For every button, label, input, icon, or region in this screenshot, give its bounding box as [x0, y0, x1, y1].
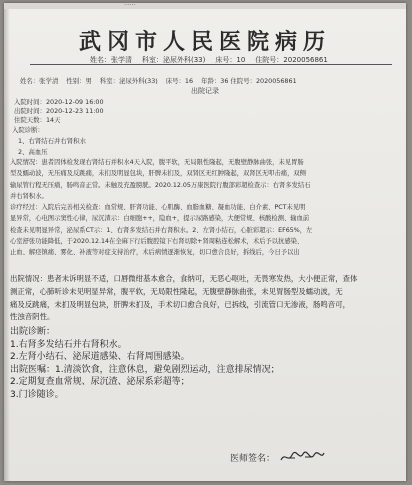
handwritten-signature: [279, 449, 325, 465]
discharge-status: [10, 273, 402, 324]
sub-age-id: 年龄：36 住院号：2020056861: [201, 77, 297, 85]
body-line: 显异常，心电图示窦性心律，尿沉渣示：白细胞++，隐血+，提示尿路感染，大便常规、核酸检测、输血前: [10, 215, 310, 223]
discharge-line: 性浊音阴性。: [10, 312, 55, 322]
hospital-days: 住院天数：14天: [14, 116, 61, 124]
sub-dept: 科室：泌尿外科(33): [99, 77, 158, 85]
discharge-time: 出院时间：2020-12-23 11:00: [14, 107, 104, 115]
advice-line: 出院医嘱：1.清淡饮食，注意休息，避免剧烈运动，注意排尿情况；: [10, 364, 280, 375]
header-rule: [30, 64, 392, 65]
body-line: 心室舒张功能降低，于2020.12.14在全麻下行后腹腔镜下右肾切除+肾周粘连松解术，术后予以抗感染、: [10, 238, 304, 246]
medical-record-page: [4, 3, 406, 481]
record-subheader: [20, 77, 297, 85]
admission-time: 入院时间：2020-12-09 16:00: [14, 98, 104, 106]
sub-bed: 床号：16: [165, 77, 194, 85]
discharge-label: 出院情况：: [10, 274, 47, 283]
discharge-line: 测正常，心肺听诊未见明显异常，腹平软，无局限性隆起，无腹壁静脉曲张，未见胃肠型及蠕动波，无: [10, 286, 343, 296]
admit-dx-label: 入院诊断：: [12, 126, 44, 134]
admit-dx-1: 1、右肾结石并右肾积水: [18, 137, 86, 145]
patient-id: 住院号：2020056861: [255, 56, 328, 64]
sub-name: 姓名：张学清: [20, 77, 59, 85]
advice-line: 3.门诊随诊。: [10, 389, 64, 400]
patient-bed: 床号：10: [215, 56, 246, 64]
body-line: 诊疗经过：入院后完善相关检查：血常规、肝肾功能、心肌酶、血脂血糖、凝血功能、白介素、PCT未见明: [10, 204, 306, 212]
doctor-signature: [230, 449, 325, 465]
discharge-diagnosis: [10, 326, 402, 402]
body-line: 检查未见明显异常，泌尿系CT示：1、右肾多发结石并右肾积水。2、左肾小结石，心脏彩超示：EF65%，左: [10, 226, 313, 234]
patient-name: 姓名：张学清: [90, 56, 132, 64]
course-text: [10, 157, 402, 259]
admit-dx-2: 2、高血压: [18, 148, 48, 156]
advice-line: 2.定期复查血常规、尿沉渣、泌尿系彩超等；: [10, 377, 190, 388]
out-dx-1: 1.右肾多发结石并右肾积水。: [10, 339, 127, 350]
body-line: 并右肾积水。: [10, 192, 48, 200]
patient-dept: 科室：泌尿外科(33): [142, 56, 206, 64]
body-line: 输尿管行程无压痛，肠鸣音正常。未触及充盈膀胱。2020.12.05万康医院行腹部彩超检查示：右肾多发结石: [10, 181, 311, 189]
sub-sex: 性别：男: [66, 77, 92, 85]
out-dx-2: 2.左肾小结石、泌尿道感染、右肾周围感染。: [10, 352, 190, 363]
body-line: 入院情况：患者因体检发现右肾结石并积水4天入院，腹平软，无局限性隆起，无腹壁静脉曲张，未见胃肠: [10, 159, 304, 166]
out-dx-label: 出院诊断：: [10, 327, 56, 337]
previous-page-edge: ······: [4, 3, 406, 9]
discharge-line: 痛及反跳痛，未扪及明显包块，肝脾未扪及，手术切口愈合良好，已拆线，引流管口无渗液，肠鸣音可，: [10, 299, 350, 309]
signature-label: 医师签名：: [230, 453, 276, 464]
hospital-title: 武冈市人民医院病历: [78, 30, 331, 55]
body-line: 止血、解痉镇痛、雾化、补液等对症支持治疗，术后病情逐渐恢复，切口愈合良好，拆线后，今日予以出: [10, 249, 300, 257]
discharge-line: 患者未诉明显不适，口唇微绀基本愈合，食纳可，无恶心呕吐，无畏寒发热，大小便正常，查体: [46, 274, 358, 283]
body-line: 型及蠕动波，无压痛及反跳痛，未扪及明显包块，肝脾未扪及，双肾区无红肿隆起，双肾区无叩击痛，双侧: [10, 170, 306, 178]
record-type: 出院记录: [191, 87, 219, 95]
